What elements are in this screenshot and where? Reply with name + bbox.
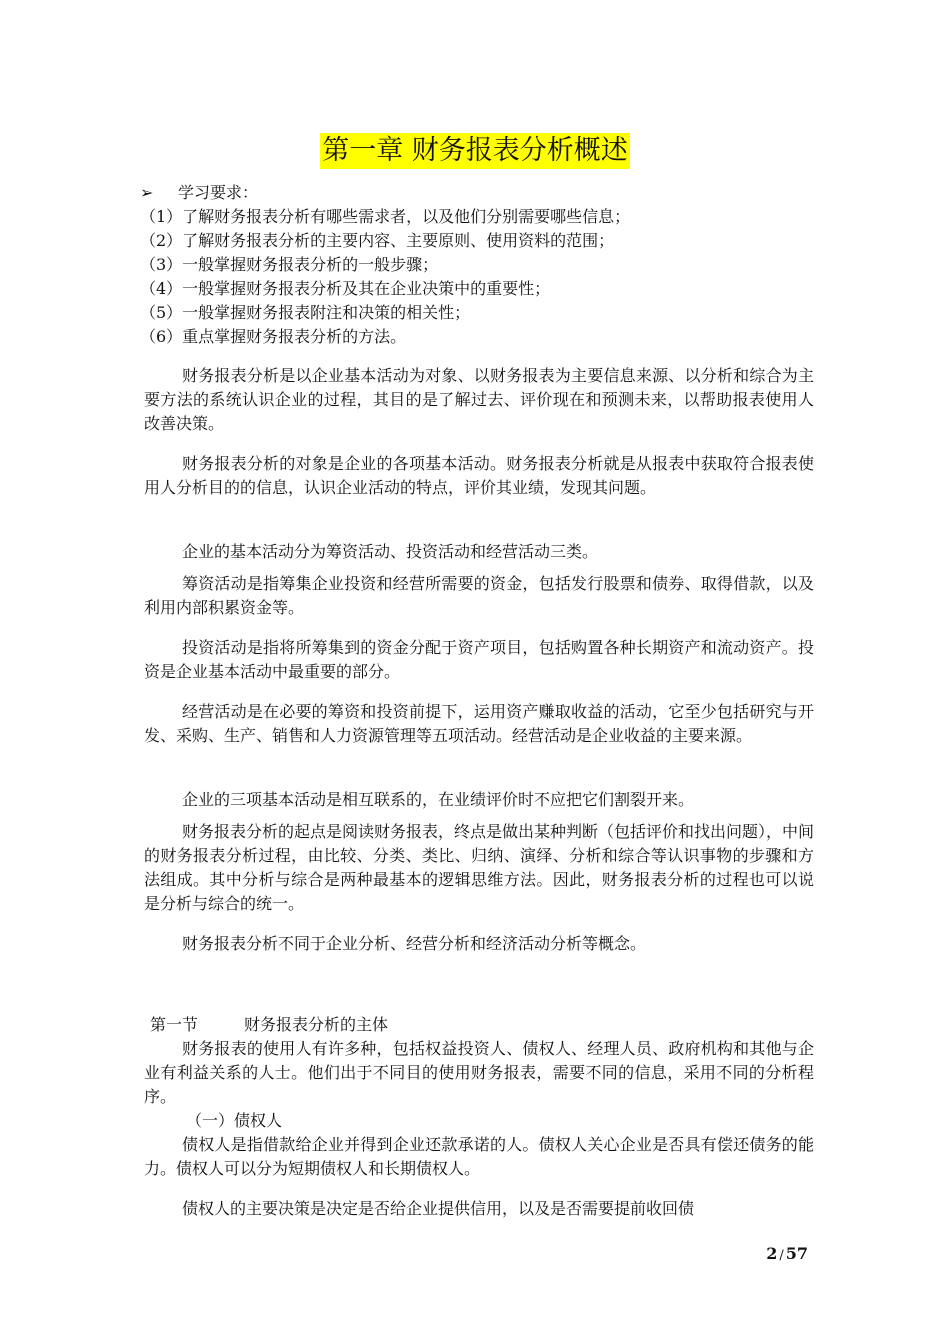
section-intro-paragraph: 财务报表的使用人有许多种，包括权益投资人、债权人、经理人员、政府机构和其他与企业有利益关系的人士。他们出于不同目的使用财务报表，需要不同的信息，采用不同的分析程序。: [144, 1039, 814, 1106]
section-heading: [150, 1013, 388, 1037]
requirement-item: （2）了解财务报表分析的主要内容、主要原则、使用资料的范围；: [140, 231, 615, 250]
body-paragraph: 财务报表分析的起点是阅读财务报表，终点是做出某种判断（包括评价和找出问题），中间的财务报表分析过程，由比较、分类、类比、归纳、演绎、分析和综合等认识事物的步骤和方法组成。其中分析与综合是两种最基本的逻辑思维方法。因此，财务报表分析的过程也可以说是分析与综合的统一。: [144, 822, 815, 913]
requirement-item: （5）一般掌握财务报表附注和决策的相关性；: [140, 303, 471, 322]
requirement-item: （3）一般掌握财务报表分析的一般步骤；: [140, 255, 439, 274]
page-total: 57: [785, 1244, 808, 1263]
section-number: 第一节: [150, 1015, 199, 1034]
subsection-heading: （一）债权人: [186, 1111, 283, 1130]
body-paragraph: 筹资活动是指筹集企业投资和经营所需要的资金，包括发行股票和债券、取得借款，以及利用内部积累资金等。: [144, 574, 814, 617]
page-current: 2: [766, 1244, 778, 1263]
chapter-title-wrap: [0, 133, 950, 169]
page-number: [766, 1244, 808, 1263]
body-paragraph: 债权人的主要决策是决定是否给企业提供信用，以及是否需要提前收回债: [182, 1199, 695, 1218]
chapter-title: 第一章 财务报表分析概述: [320, 133, 630, 169]
requirement-item: （4）一般掌握财务报表分析及其在企业决策中的重要性；: [140, 279, 551, 298]
section-title: 财务报表分析的主体: [244, 1015, 389, 1034]
requirement-item: （1）了解财务报表分析有哪些需求者，以及他们分别需要哪些信息；: [140, 207, 631, 226]
body-paragraph: 企业的三项基本活动是相互联系的，在业绩评价时不应把它们割裂开来。: [182, 790, 695, 809]
page-separator: /: [779, 1248, 784, 1263]
arrow-bullet-icon: ➢: [140, 183, 154, 202]
body-paragraph: 债权人是指借款给企业并得到企业还款承诺的人。债权人关心企业是否具有偿还债务的能力。债权人可以分为短期债权人和长期债权人。: [144, 1135, 814, 1178]
requirements-heading: [140, 181, 258, 205]
requirements-heading-label: 学习要求：: [178, 183, 259, 202]
body-paragraph: 财务报表分析是以企业基本活动为对象、以财务报表为主要信息来源、以分析和综合为主要方法的系统认识企业的过程，其目的是了解过去、评价现在和预测未来，以帮助报表使用人改善决策。: [144, 366, 814, 433]
body-paragraph: 财务报表分析的对象是企业的各项基本活动。财务报表分析就是从报表中获取符合报表使用人分析目的的信息，认识企业活动的特点，评价其业绩，发现其问题。: [144, 454, 814, 497]
body-paragraph: 投资活动是指将所筹集到的资金分配于资产项目，包括购置各种长期资产和流动资产。投资是企业基本活动中最重要的部分。: [144, 638, 814, 681]
body-paragraph: 财务报表分析不同于企业分析、经营分析和经济活动分析等概念。: [182, 934, 647, 953]
body-paragraph: 企业的基本活动分为筹资活动、投资活动和经营活动三类。: [182, 542, 599, 561]
body-paragraph: 经营活动是在必要的筹资和投资前提下，运用资产赚取收益的活动，它至少包括研究与开发、采购、生产、销售和人力资源管理等五项活动。经营活动是企业收益的主要来源。: [144, 702, 814, 745]
requirement-item: （6）重点掌握财务报表分析的方法。: [140, 327, 407, 346]
